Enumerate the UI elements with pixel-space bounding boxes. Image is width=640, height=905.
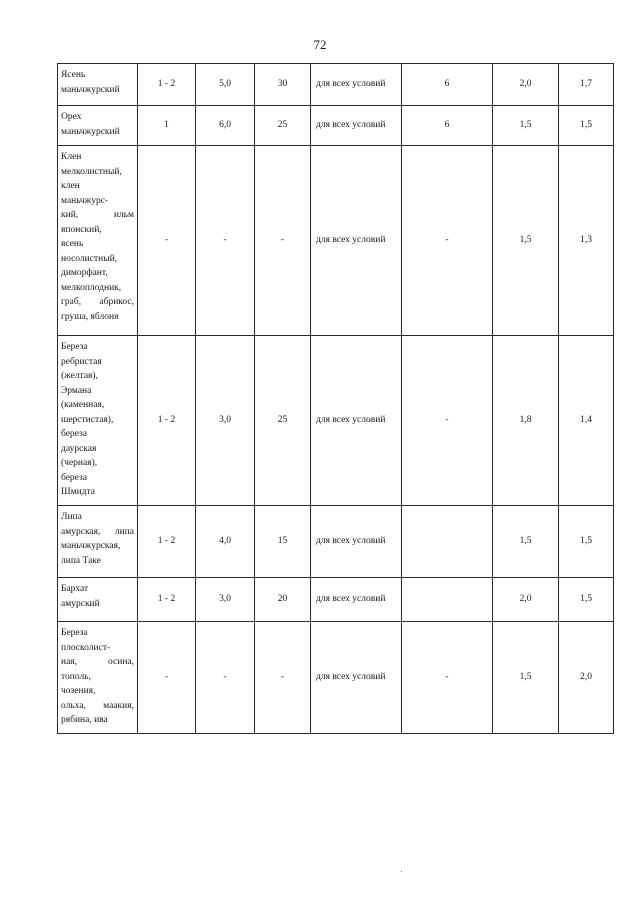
species-name-line: ольха, маакия, — [61, 700, 134, 711]
species-name-line: ная, осина, — [61, 657, 134, 667]
species-name-line: маньчжурский — [61, 126, 120, 137]
species-name-line: Бархат — [61, 584, 89, 594]
species-name-line: маньчжурская, — [61, 541, 121, 551]
value-cell: 3,0 — [196, 578, 255, 622]
species-name-line: Орех — [61, 112, 82, 122]
species-name-line: граб, абрикос, — [61, 297, 134, 307]
species-name-line: груша, яблоня — [61, 311, 119, 322]
age-class-cell: 1 — [138, 106, 196, 146]
species-name-line: маньчжурс- — [61, 195, 109, 206]
value-cell: 30 — [255, 64, 311, 106]
age-class-cell: 1 - 2 — [138, 64, 196, 106]
species-name-line: клен — [61, 181, 80, 191]
age-class-cell: - — [138, 622, 196, 734]
species-name-line: береза — [61, 472, 87, 483]
species-name-line: (каменная, — [61, 400, 105, 410]
value-cell: 2,0 — [493, 578, 559, 622]
species-name-line: Береза — [61, 628, 88, 638]
table-row — [58, 506, 614, 578]
species-name-line: шерстистая), — [61, 414, 114, 425]
value-cell: 1,7 — [559, 64, 614, 106]
species-name-line: амурский — [61, 598, 100, 609]
species-name-cell — [58, 64, 138, 106]
species-name-cell — [58, 506, 138, 578]
value-cell — [402, 578, 493, 622]
species-name-line: японский, — [61, 224, 102, 235]
conditions-cell: для всех условий — [311, 622, 402, 734]
value-cell: - — [255, 146, 311, 336]
species-name-line: тополь, — [61, 671, 91, 682]
species-name-line: Шмидта — [61, 487, 95, 497]
conditions-cell: для всех условий — [311, 106, 402, 146]
value-cell: 6,0 — [196, 106, 255, 146]
value-cell: - — [402, 622, 493, 734]
value-cell: - — [255, 622, 311, 734]
value-cell: 6 — [402, 64, 493, 106]
conditions-cell: для всех условий — [311, 146, 402, 336]
age-class-cell: - — [138, 146, 196, 336]
age-class-cell: 1 - 2 — [138, 336, 196, 506]
table-row — [58, 336, 614, 506]
conditions-cell: для всех условий — [311, 578, 402, 622]
species-name-line: Клен — [61, 152, 82, 162]
scan-artifact — [401, 871, 402, 872]
table-row — [58, 622, 614, 734]
species-name-line: липа Таке — [61, 555, 101, 566]
value-cell: 5,0 — [196, 64, 255, 106]
species-table — [57, 63, 614, 734]
value-cell: 6 — [402, 106, 493, 146]
species-name-line: кий, ильм — [61, 210, 134, 220]
species-name-line: береза — [61, 429, 87, 439]
species-name-line: Береза — [61, 342, 88, 352]
species-name-line: Ясень — [61, 70, 86, 80]
value-cell: 4,0 — [196, 506, 255, 578]
species-name-line: плосколист- — [61, 642, 111, 653]
value-cell: 1,5 — [493, 106, 559, 146]
species-name-line: ребристая — [61, 356, 102, 367]
value-cell: 1,5 — [559, 578, 614, 622]
value-cell: 1,5 — [493, 622, 559, 734]
species-name-cell — [58, 622, 138, 734]
value-cell: 15 — [255, 506, 311, 578]
species-name-line: маньчжурский — [61, 84, 120, 95]
value-cell: - — [402, 146, 493, 336]
species-name-line: чозения, — [61, 686, 96, 696]
species-name-cell — [58, 578, 138, 622]
conditions-cell: для всех условий — [311, 64, 402, 106]
species-name-line: ясень — [61, 239, 84, 249]
species-name-line: мелколистный, — [61, 166, 122, 177]
value-cell: 1,5 — [559, 506, 614, 578]
value-cell: 2,0 — [493, 64, 559, 106]
species-name-line: Липа — [61, 512, 82, 522]
value-cell: - — [196, 622, 255, 734]
value-cell: 1,4 — [559, 336, 614, 506]
value-cell: 1,5 — [493, 146, 559, 336]
value-cell: 25 — [255, 336, 311, 506]
age-class-cell: 1 - 2 — [138, 506, 196, 578]
species-name-line: носолистный, — [61, 253, 118, 264]
species-name-cell — [58, 336, 138, 506]
species-name-line: диморфант, — [61, 268, 108, 278]
page-number: 72 — [313, 37, 327, 52]
species-name-cell — [58, 146, 138, 336]
conditions-cell: для всех условий — [311, 336, 402, 506]
table-row — [58, 146, 614, 336]
value-cell: 2,0 — [559, 622, 614, 734]
value-cell: 1,3 — [559, 146, 614, 336]
value-cell: 1,5 — [559, 106, 614, 146]
table-body — [58, 64, 614, 734]
age-class-cell: 1 - 2 — [138, 578, 196, 622]
species-name-line: мелкоплодник, — [61, 282, 122, 293]
value-cell: 3,0 — [196, 336, 255, 506]
value-cell: - — [196, 146, 255, 336]
value-cell: 25 — [255, 106, 311, 146]
species-name-line: (черная), — [61, 458, 98, 468]
species-name-line: амурская, липа — [61, 526, 134, 537]
value-cell: 1,5 — [493, 506, 559, 578]
table-row — [58, 64, 614, 106]
species-name-line: (желтая), — [61, 371, 98, 381]
value-cell — [402, 506, 493, 578]
species-name-line: Эрмана — [61, 385, 92, 396]
table-row — [58, 578, 614, 622]
species-name-line: даурская — [61, 443, 97, 454]
conditions-cell: для всех условий — [311, 506, 402, 578]
value-cell: - — [402, 336, 493, 506]
value-cell: 20 — [255, 578, 311, 622]
species-name-cell — [58, 106, 138, 146]
table-row — [58, 106, 614, 146]
species-name-line: рябина, ива — [61, 715, 108, 725]
value-cell: 1,8 — [493, 336, 559, 506]
